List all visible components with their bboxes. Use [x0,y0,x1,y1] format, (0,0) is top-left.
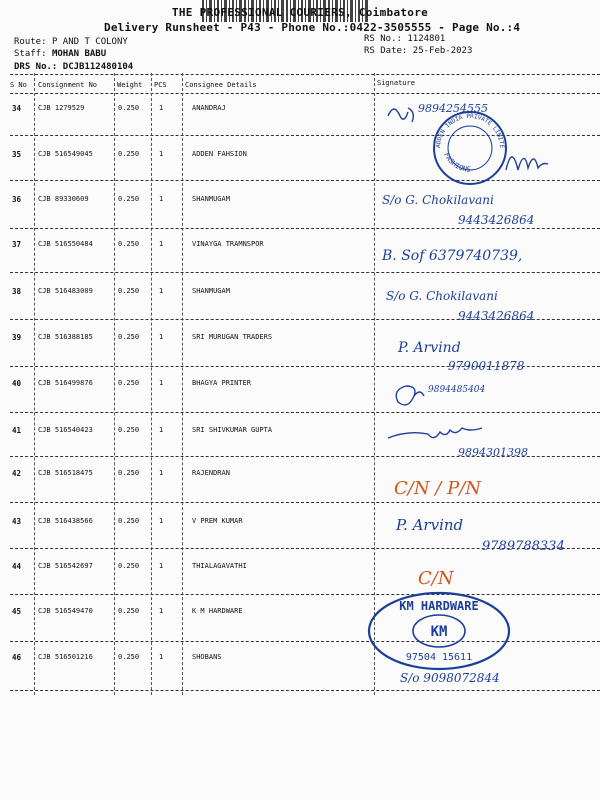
row-consignment-number: CJB 516501216 [38,653,93,661]
row-consignee-name: V PREM KUMAR [192,517,243,525]
row-consignee-name: SHANMUGAM [192,287,230,295]
row-consignment-number: CJB 516518475 [38,469,93,477]
row-weight: 0.250 [118,379,140,387]
signature-row-37 [378,232,600,274]
row-pieces: 1 [159,517,164,525]
row-divider [10,548,600,549]
row-consignee-name: SRI MURUGAN TRADERS [192,333,273,341]
row-weight: 0.250 [118,287,140,295]
row-divider [10,180,600,181]
drs-value: DCJB112480104 [62,62,134,72]
rs-no-line [364,34,445,44]
row-weight: 0.250 [118,607,140,615]
signature-row-40 [378,370,600,412]
row-serial-number: 35 [12,150,22,159]
rs-date-label: RS Date: [364,46,408,56]
handwritten-phone: 9790011878 [448,359,525,372]
runsheet-title: Delivery Runsheet - P43 - Phone No.:0422-3505555 - Page No.:4 [104,21,521,34]
row-consignment-number: CJB 516540423 [38,426,93,434]
row-pieces: 1 [159,562,164,570]
column-divider [114,73,115,695]
row-consignee-name: SRI SHIVKUMAR GUPTA [192,426,273,434]
row-divider [10,502,600,503]
row-divider [10,135,600,136]
handwritten-phone: 9894301398 [458,446,528,459]
row-serial-number: 41 [12,426,22,435]
row-consignment-number: CJB 516550484 [38,240,93,248]
row-serial-number: 44 [12,562,22,571]
row-weight: 0.250 [118,426,140,434]
drs-label: DRS No.: [14,62,58,72]
row-consignee-name: SHANMUGAM [192,195,230,203]
row-weight: 0.250 [118,469,140,477]
row-pieces: 1 [159,653,164,661]
signature-row-41 [378,418,600,460]
row-serial-number: 37 [12,240,22,249]
row-pieces: 1 [159,379,164,387]
row-consignee-name: ANANDRAJ [192,104,226,112]
row-consignee-name: VINAYGA TRAMNSPOR [192,240,264,248]
row-weight: 0.250 [118,240,140,248]
row-serial-number: 45 [12,607,22,616]
row-weight: 0.250 [118,653,140,661]
column-header-weight: Weight [117,81,143,89]
rs-date-line [364,46,472,56]
row-pieces: 1 [159,287,164,295]
row-consignee-name: RAJENDRAN [192,469,230,477]
row-serial-number: 34 [12,104,22,113]
handwritten-phone: 9894254555 [418,102,488,115]
row-pieces: 1 [159,426,164,434]
row-pieces: 1 [159,240,164,248]
company-title: THE PROFESSIONAL COURIERS, Coimbatore [171,6,429,19]
route-value: P AND T COLONY [51,37,128,47]
row-consignment-number: CJB 89330609 [38,195,89,203]
handwritten-phone: 9443426864 [458,213,535,227]
row-serial-number: 38 [12,287,22,296]
row-divider [10,412,600,413]
row-consignment-number: CJB 516483009 [38,287,93,295]
row-weight: 0.250 [118,333,140,341]
row-weight: 0.250 [118,104,140,112]
handwritten-name: P. Arvind [396,516,464,534]
row-weight: 0.250 [118,195,140,203]
handwritten-name: S/o G. Chokilavani [386,289,498,303]
row-pieces: 1 [159,150,164,158]
drs-line [14,62,133,72]
row-consignee-name: K M HARDWARE [192,607,243,615]
row-divider [10,690,600,691]
row-weight: 0.250 [118,562,140,570]
signature-row-38 [378,280,600,322]
staff-value: MOHAN BABU [51,49,107,59]
row-pieces: 1 [159,469,164,477]
row-consignment-number: CJB 516499876 [38,379,93,387]
row-pieces: 1 [159,333,164,341]
svg-text:ADDEN INDIA PRIVATE LIMITED [430,108,505,149]
handwritten-phone: 9789788334 [482,539,565,550]
stamp-text: KM [430,624,448,640]
row-divider [10,319,600,320]
row-consignment-number: CJB 516549045 [38,150,93,158]
stamp-text: KM HARDWARE [399,599,479,613]
handwritten-phone: 9443426864 [458,309,535,322]
column-divider [34,73,35,695]
rs-no-label: RS No.: [364,34,402,44]
row-serial-number: 42 [12,469,22,478]
row-serial-number: 39 [12,333,22,342]
column-header-consignment: Consignment No [38,81,98,89]
row-consignment-number: CJB 516438566 [38,517,93,525]
row-consignee-name: THIALAGAVATHI [192,562,247,570]
row-consignee-name: BHAGYA PRINTER [192,379,252,387]
row-consignment-number: CJB 1279529 [38,104,85,112]
adden-fashions-stamp [430,108,510,188]
rs-date-value: 25-Feb-2023 [412,46,473,56]
table-top-rule [10,74,600,75]
column-divider [182,73,183,695]
handwritten-note: C/N / P/N [394,478,482,499]
row-weight: 0.250 [118,150,140,158]
handwritten-name: S/o G. Chokilavani [382,193,494,207]
row-serial-number: 40 [12,379,22,388]
row-weight: 0.250 [118,517,140,525]
row-consignment-number: CJB 516549470 [38,607,93,615]
stamp-text: 97504 15611 [405,652,473,663]
rs-no-value: 1124801 [407,34,446,44]
signature-row-43 [378,508,600,550]
stamp-text: FASHIONS [442,151,471,174]
staff-label: Staff: [14,49,47,59]
column-header-pcs: PCS [154,81,167,89]
svg-text:FASHIONS [442,151,471,173]
row-pieces: 1 [159,104,164,112]
row-divider [10,272,600,273]
column-header-signature: Signature [377,79,415,87]
handwritten-phone: S/o 9098072844 [400,671,500,685]
handwritten-note: C/N [418,568,454,589]
row-serial-number: 46 [12,653,22,662]
column-divider [151,73,152,695]
row-pieces: 1 [159,195,164,203]
row-pieces: 1 [159,607,164,615]
table-header-rule [10,93,600,94]
row-consignee-name: SHOBANS [192,653,222,661]
row-divider [10,228,600,229]
handwritten-name: P. Arvind [398,340,461,356]
signature-row-36 [378,186,600,228]
route-line [14,37,128,47]
stamp-text: ADDEN INDIA PRIVATE LIMITE [434,112,506,149]
route-label: Route: [14,37,47,47]
row-consignment-number: CJB 516542697 [38,562,93,570]
km-hardware-stamp [366,590,512,672]
row-serial-number: 43 [12,517,22,526]
column-header-sno: S No [10,81,27,89]
row-divider [10,456,600,457]
row-consignee-name: ADDEN FAHSION [192,150,247,158]
signature-row-42 [378,464,600,506]
handwritten-phone: 9894485404 [428,385,486,395]
row-serial-number: 36 [12,195,22,204]
handwritten-note: B. Sof 6379740739, [382,248,523,264]
column-header-consignee: Consignee Details [185,81,257,89]
staff-line [14,49,106,59]
row-divider [10,366,600,367]
row-consignment-number: CJB 516388185 [38,333,93,341]
